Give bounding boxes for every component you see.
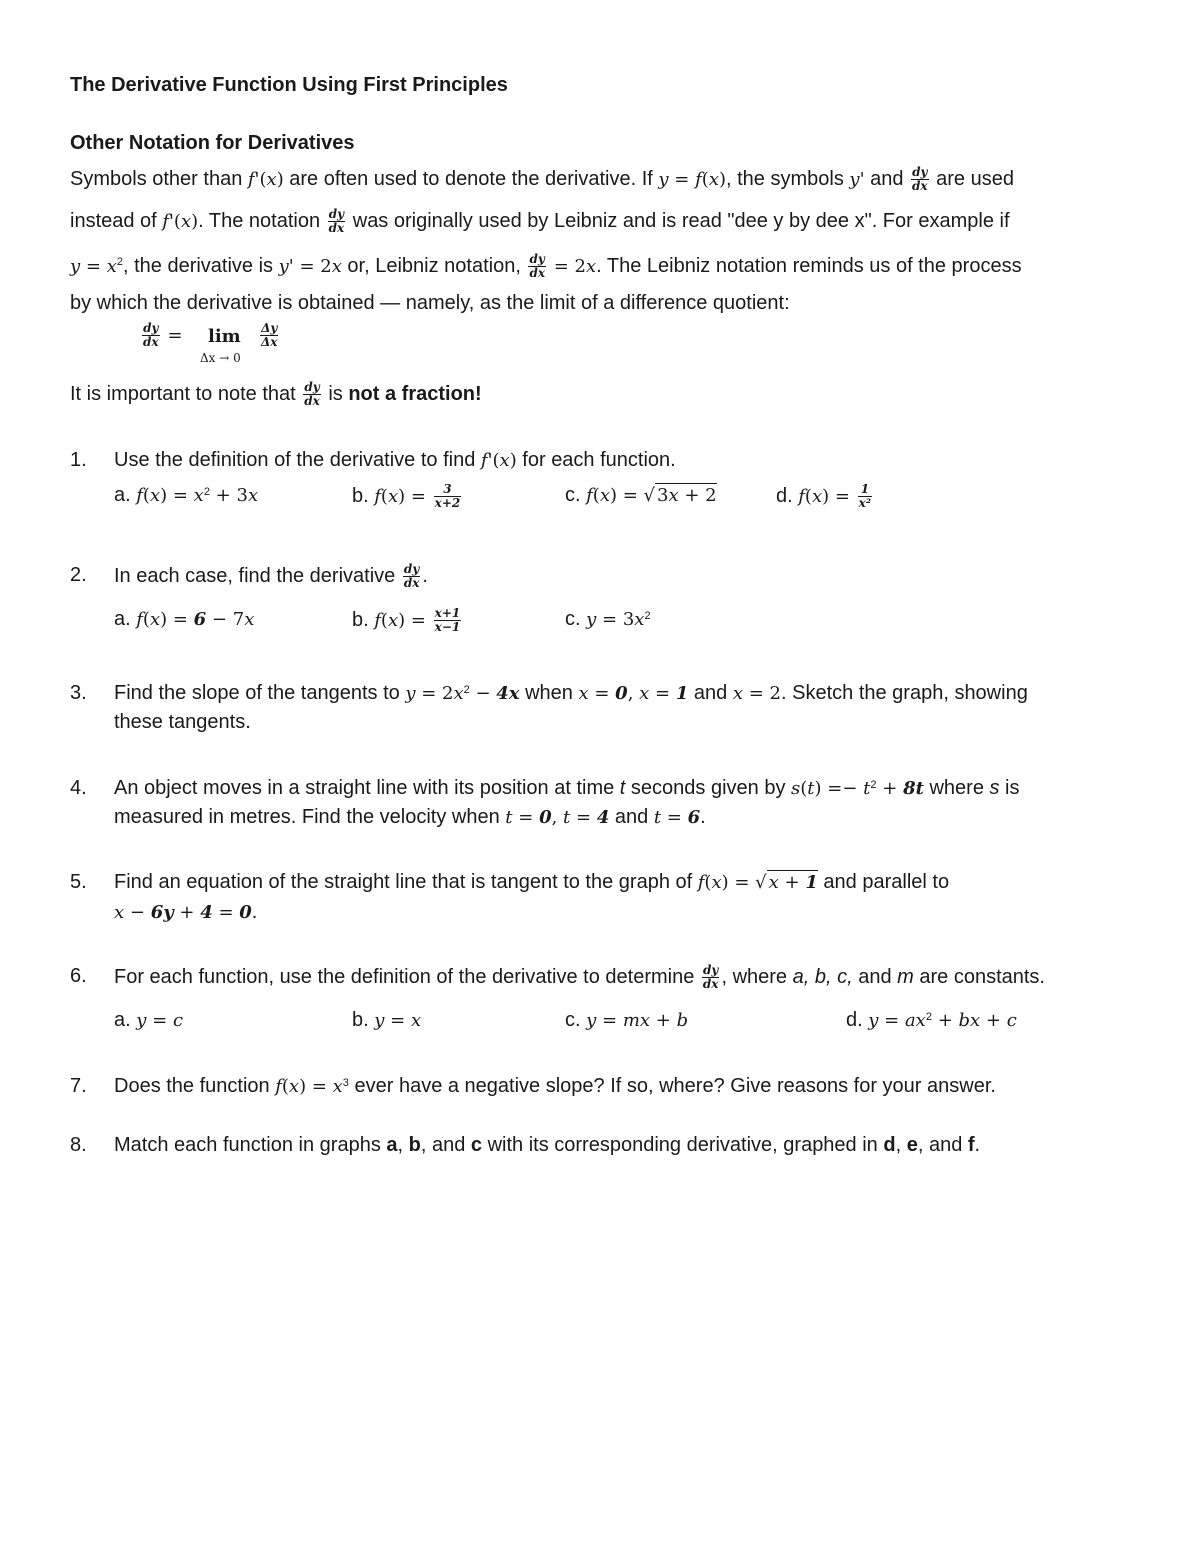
intro-line-2: instead of f'(x). The notation $\frac{dy}{dx}$ was originally used by Leibniz and is read "dee y by dee x". For example if <box>70 207 1010 235</box>
difference-quotient: $\frac{\Delta y}{\Delta x}$ <box>261 321 278 349</box>
intro-line-1: Symbols other than f'(x) are often used to denote the derivative. If y = f(x), the symbols y' and $\frac{dy}{dx}$ are used <box>70 165 1014 193</box>
q6-part-a: a. y = c <box>114 1009 184 1031</box>
q1-part-c: c. f(x) = √ 3x + 2 <box>565 484 717 506</box>
q2-part-a: a. f(x) = 6 − 7x <box>114 608 255 630</box>
q6-text: For each function, use the definition of the derivative to determine $\frac{dy}{dx}$ , where a, b, c, and m are constants. <box>114 963 1045 991</box>
q3-text: Find the slope of the tangents to $y = 2x^2 - 4x$ when x = 0, x = 1 and x = 2. Sketch the graph, showing <box>114 682 1028 704</box>
q5-text: Find an equation of the straight line that is tangent to the graph of f(x) = √ x + 1 and parallel to <box>114 871 950 893</box>
q8-text: Match each function in graphs a, b, and c with its corresponding derivative, graphed in d, e, and f. <box>114 1134 981 1156</box>
q4-number: 4. <box>70 777 87 799</box>
q6-part-d: d. $y = ax^2$ + bx + c <box>846 1009 1017 1031</box>
note-line: It is important to note that $\frac{dy}{dx}$ is not a fraction! <box>70 380 482 408</box>
lim-subscript: Δx → 0 <box>200 351 241 365</box>
q3-text-line2: these tangents. <box>114 711 251 733</box>
q5-text-line2: x − 6y + 4 = 0. <box>114 901 258 923</box>
q3-number: 3. <box>70 682 87 704</box>
q1-part-d: d. f(x) = $\frac{1}{\text{x²}}$ <box>776 482 872 510</box>
q7-text: Does the function $f(x) = x^3$ ever have a negative slope? If so, where? Give reasons for your answer. <box>114 1075 996 1097</box>
q1-part-b: b. f(x) = $\frac{3}{x+2}$ <box>352 482 461 510</box>
limit-formula: $\frac{dy}{dx}$ = <box>143 321 183 349</box>
q2-text: In each case, find the derivative $\frac{dy}{dx}$ . <box>114 562 428 590</box>
q6-part-c: c. y = mx + b <box>565 1009 689 1031</box>
section-heading: Other Notation for Derivatives <box>70 132 355 154</box>
q1-number: 1. <box>70 449 87 471</box>
q4-text: An object moves in a straight line with its position at time t seconds given by $s(t) =- t^2 + 8t$ where s is <box>114 777 1020 799</box>
q1-part-a: a. $f(x) = x^2 + 3x$ <box>114 484 259 506</box>
dy-dx-fraction: $\frac{dy}{dx}$ <box>912 165 928 193</box>
lim-symbol: lim <box>208 326 241 347</box>
q2-part-b: b. f(x) = $\frac{x+1}{x-1}$ <box>352 606 461 634</box>
q1-text: Use the definition of the derivative to find f'(x) for each function. <box>114 449 676 471</box>
q6-part-b: b. y = x <box>352 1009 422 1031</box>
q4-text-line2: measured in metres. Find the velocity when t = 0, t = 4 and t = 6. <box>114 806 706 828</box>
q5-number: 5. <box>70 871 87 893</box>
q2-part-c: c. $y = 3x^2$ <box>565 608 651 630</box>
q2-number: 2. <box>70 564 87 586</box>
intro-line-3: $y = x^2$, the derivative is y' = 2x or, Leibniz notation, $\frac{dy}{dx}$ = 2x. The Leibniz notation reminds us of the process <box>70 252 1022 280</box>
q7-number: 7. <box>70 1075 87 1097</box>
q8-number: 8. <box>70 1134 87 1156</box>
page-title: The Derivative Function Using First Principles <box>70 74 508 96</box>
intro-line-4: by which the derivative is obtained — namely, as the limit of a difference quotient: <box>70 292 790 314</box>
q6-number: 6. <box>70 965 87 987</box>
